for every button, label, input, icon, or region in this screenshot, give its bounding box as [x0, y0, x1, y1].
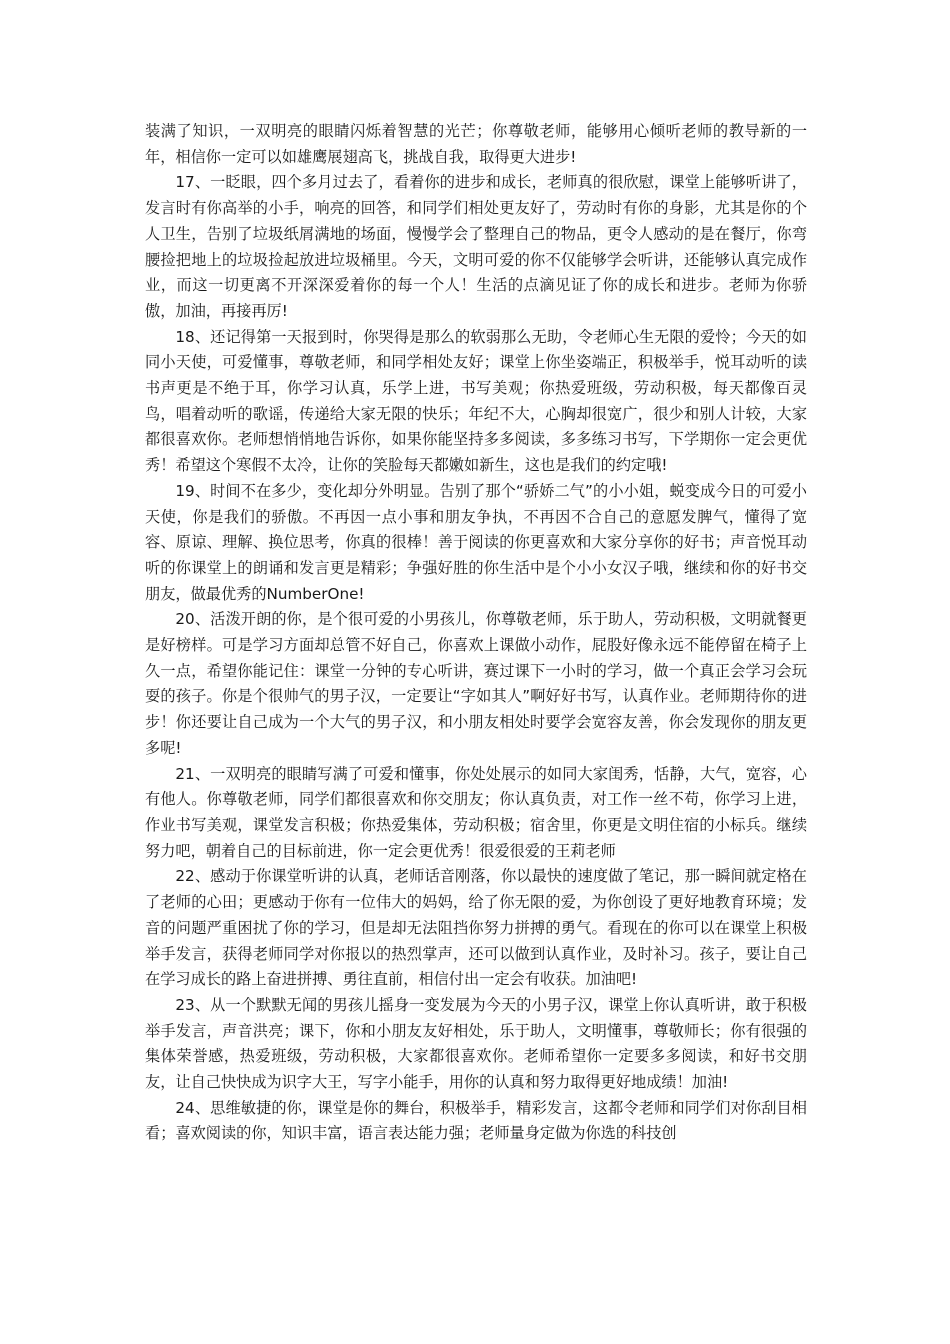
- paragraph-comment-24: 24、思维敏捷的你，课堂是你的舞台，积极举手，精彩发言，这都令老师和同学们对你刮目相看；喜欢阅读的你，知识丰富，语言表达能力强；老师量身定做为你选的科技创: [145, 1098, 807, 1143]
- paragraph-comment-17: 17、一眨眼，四个多月过去了，看着你的进步和成长，老师真的很欣慰，课堂上能够听讲了，发言时有你高举的小手，响亮的回答，和同学们相处更友好了，劳动时有你的身影，尤其是你的个人卫生，告别了垃圾纸屑满地的场面，慢慢学会了整理自己的物品，更令人感动的是在餐厅，你弯腰捡把地上的垃圾捡起放进垃圾桶里。今天，文明可爱的你不仅能够学会听讲，还能够认真完成作业，而这一切更离不开深深爱着你的每一个人！生活的点滴见证了你的成长和进步。老师为你骄傲，加油，再接再厉!: [145, 173, 807, 320]
- paragraph-comment-18: 18、还记得第一天报到时，你哭得是那么的软弱那么无助，令老师心生无限的爱怜；今天的如同小天使，可爱懂事，尊敬老师，和同学相处友好；课堂上你坐姿端正，积极举手，悦耳动听的读书声更是不绝于耳，你学习认真，乐学上进，书写美观；你热爱班级，劳动积极，每天都像百灵鸟，唱着动听的歌谣，传递给大家无限的快乐；年纪不大，心胸却很宽广，很少和别人计较，大家都很喜欢你。老师想悄悄地告诉你，如果你能坚持多多阅读，多多练习书写，下学期你一定会更优秀！希望这个寒假不太冷，让你的笑脸每天都嫩如新生，这也是我们的约定哦!: [145, 327, 807, 475]
- paragraph-comment-23: 23、从一个默默无闻的男孩儿摇身一变发展为今天的小男子汉，课堂上你认真听讲，敢于积极举手发言，声音洪亮；课下，你和小朋友友好相处，乐于助人，文明懂事，尊敬师长；你有很强的集体荣誉感，热爱班级，劳动积极，大家都很喜欢你。老师希望你一定要多多阅读，和好书交朋友，让自己快快成为识字大王，写字小能手，用你的认真和努力取得更好地成绩！加油!: [145, 995, 807, 1092]
- paragraph-comment-21: 21、一双明亮的眼睛写满了可爱和懂事，你处处展示的如同大家闺秀，恬静，大气，宽容，心有他人。你尊敬老师，同学们都很喜欢和你交朋友；你认真负责，对工作一丝不苟，你学习上进，作业书写美观，课堂发言积极；你热爱集体，劳动积极；宿舍里，你更是文明住宿的小标兵。继续努力吧，朝着自己的目标前进，你一定会更优秀！很爱很爱的王莉老师: [145, 764, 807, 860]
- paragraph-comment-19: 19、时间不在多少，变化却分外明显。告别了那个“骄娇二气”的小小姐，蜕变成今日的可爱小天使，你是我们的骄傲。不再因一点小事和朋友争执，不再因不合自己的意愿发脾气，懂得了宽容、原谅、理解、换位思考，你真的很棒！善于阅读的你更喜欢和大家分享你的好书；声音悦耳动听的你课堂上的朗诵和发言更是精彩；争强好胜的你生活中是个小小女汉子哦，继续和你的好书交朋友，做最优秀的NumberOne!: [145, 481, 807, 603]
- paragraph-continuation: 装满了知识，一双明亮的眼睛闪烁着智慧的光芒；你尊敬老师，能够用心倾听老师的教导新的一年，相信你一定可以如雄鹰展翅高飞，挑战自我，取得更大进步!: [145, 122, 807, 166]
- paragraph-comment-22: 22、感动于你课堂听讲的认真，老师话音刚落，你以最快的速度做了笔记，那一瞬间就定格在了老师的心田；更感动于你有一位伟大的妈妈，给了你无限的爱，为你创设了更好地教育环境；发音的问题严重困扰了你的学习，但是却无法阻挡你努力拼搏的勇气。看现在的你可以在课堂上积极举手发言，获得老师同学对你报以的热烈掌声，还可以做到认真作业，及时补习。孩子，要让自己在学习成长的路上奋进拼搏、勇往直前，相信付出一定会有收获。加油吧!: [145, 867, 807, 989]
- document-body: [145, 119, 807, 1147]
- paragraph-comment-20: 20、活泼开朗的你，是个很可爱的小男孩儿，你尊敬老师，乐于助人，劳动积极，文明就餐更是好榜样。可是学习方面却总管不好自己，你喜欢上课做小动作，屁股好像永远不能停留在椅子上久一点，希望你能记住：课堂一分钟的专心听讲，赛过课下一小时的学习，做一个真正会学习会玩耍的孩子。你是个很帅气的男子汉，一定要让“字如其人”啊好好书写，认真作业。老师期待你的进步！你还要让自己成为一个大气的男子汉，和小朋友相处时要学会宽容友善，你会发现你的朋友更多呢!: [145, 610, 807, 757]
